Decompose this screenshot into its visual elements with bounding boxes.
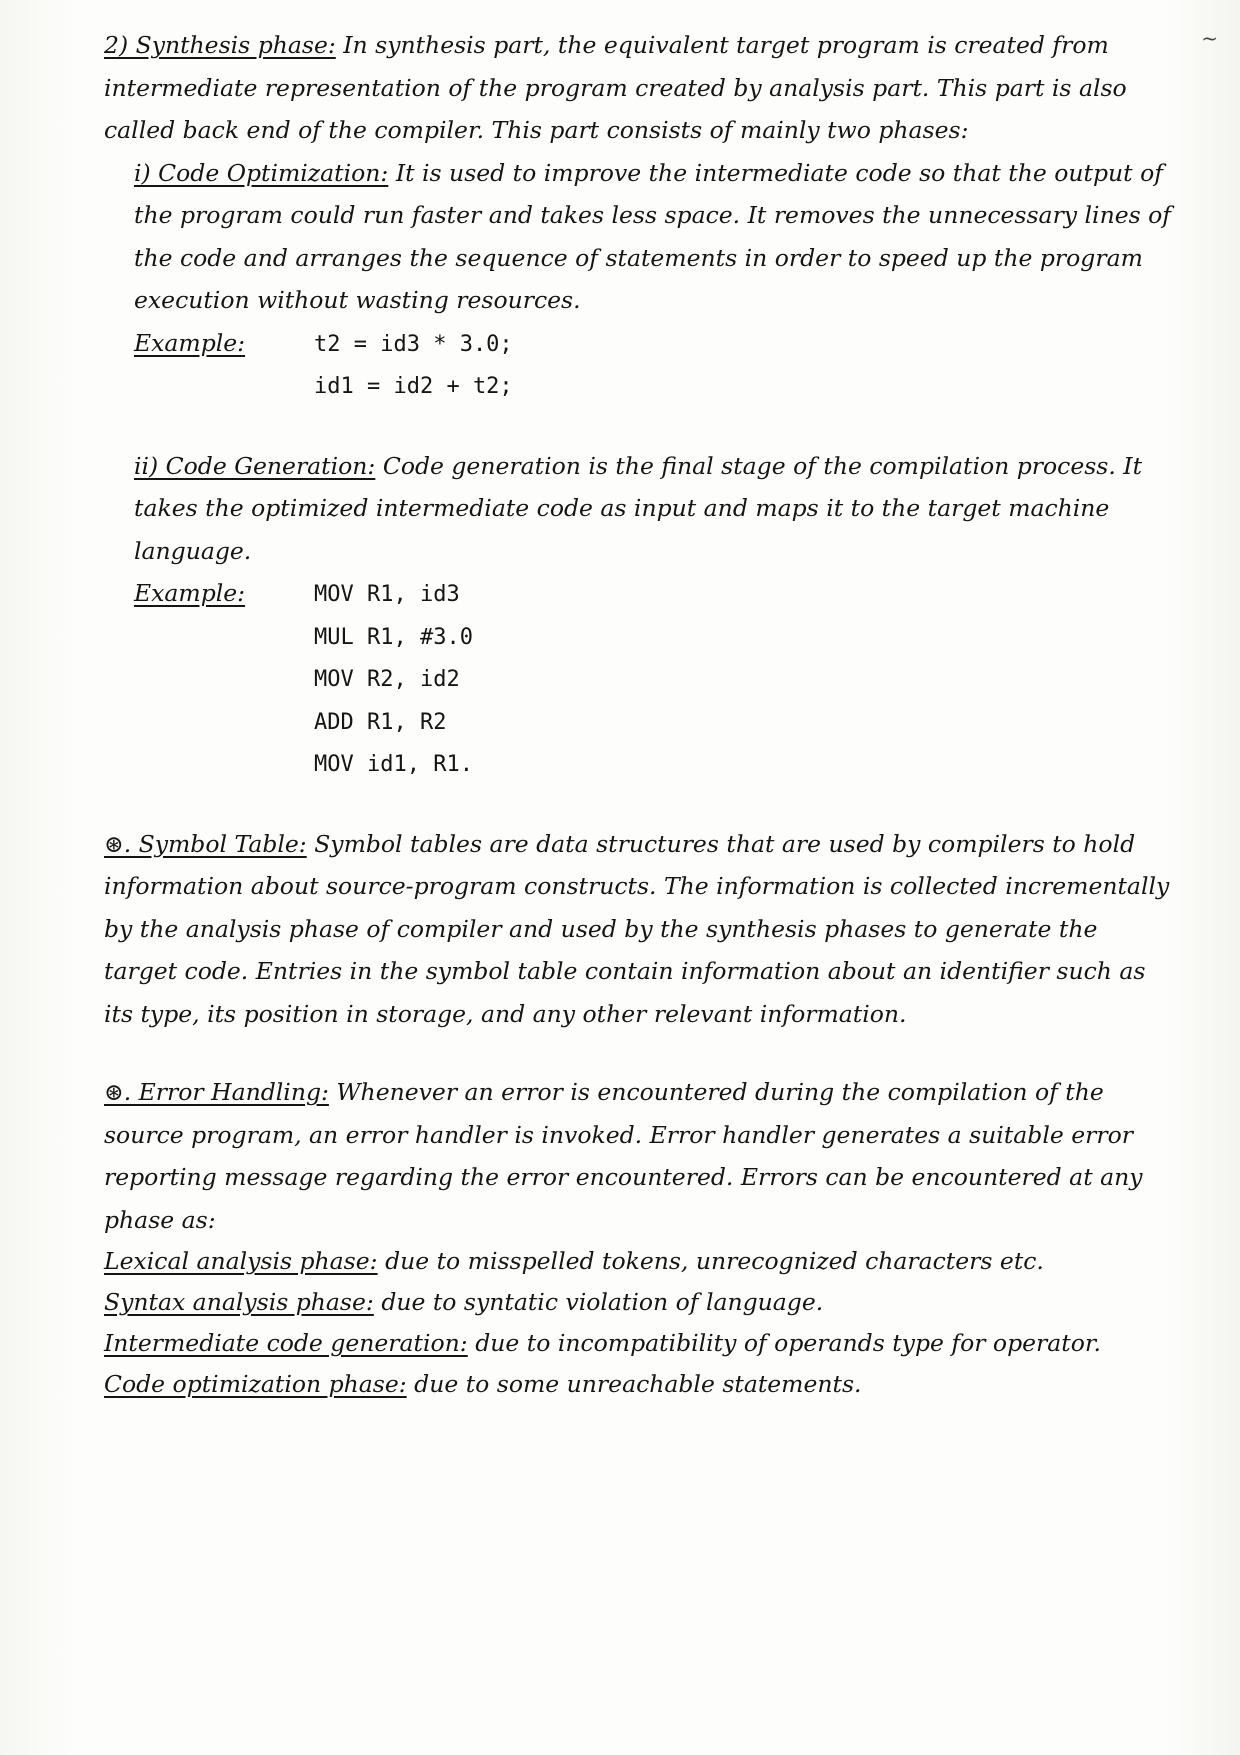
corner-mark: ~ [1201,26,1218,50]
code-optimization-heading: i) Code Optimization: [134,158,389,187]
symbol-table-body: Symbol tables are data structures that are used by compilers to hold information about source-program constructs. The information is collected incrementally by the analysis phase of compiler and used by the synthesis phases to generate the target code. Entries in the symbol table contain information about an identifier such as its type, its position in storage, and any other relevant information. [104,829,1170,1028]
code-optimization-example [104,322,1174,409]
error-handling-heading: ⊛. Error Handling: [104,1078,329,1106]
code-line: MOV R2, id2 [314,667,460,692]
code-optimization-example-label: Example: [134,328,246,357]
error-phase-name: Lexical analysis phase: [104,1247,378,1275]
error-phase-text: due to some unreachable statements. [414,1370,862,1398]
synthesis-paragraph [104,24,1174,152]
synthesis-heading: 2) Synthesis phase: [104,31,336,59]
code-generation-paragraph [104,445,1174,573]
synthesis-body: In synthesis part, the equivalent target program is created from intermediate representation of the program created by analysis part. This part is also called back end of the compiler. This part consists of mainly two phases: [104,31,1127,144]
error-phase-text: due to misspelled tokens, unrecognized characters etc. [385,1247,1044,1275]
error-phase-text: due to incompatibility of operands type for operator. [475,1329,1101,1357]
code-line: MOV R1, id3 [314,582,460,607]
error-phase-name: Syntax analysis phase: [104,1288,374,1316]
error-phase-list [104,1241,1174,1405]
code-line: MOV id1, R1. [314,752,473,777]
code-line: id1 = id2 + t2; [314,374,513,399]
code-generation-heading: ii) Code Generation: [134,451,376,480]
error-handling-paragraph [104,1071,1174,1241]
symbol-table-paragraph [104,823,1174,1036]
symbol-table-heading: ⊛. Symbol Table: [104,829,307,858]
list-item [104,1364,1174,1405]
code-generation-example [104,572,1174,787]
list-item [104,1282,1174,1323]
code-line: ADD R1, R2 [314,709,447,735]
list-item [104,1323,1174,1364]
code-optimization-paragraph [104,152,1174,322]
code-generation-body: Code generation is the final stage of the compilation process. It takes the optimized intermediate code as input and maps it to the target machine language. [134,451,1143,565]
list-item [104,1241,1174,1282]
code-line: t2 = id3 * 3.0; [314,331,513,357]
error-phase-name: Code optimization phase: [104,1370,407,1398]
page-content [104,24,1174,1405]
error-phase-text: due to syntatic violation of language. [381,1288,824,1316]
error-handling-body: Whenever an error is encountered during the compilation of the source program, an error handler is invoked. Error handler generates a suitable error reporting message regarding the error encountered. Errors can be encountered at any phase as: [104,1078,1143,1234]
code-line: MUL R1, #3.0 [314,624,473,650]
error-phase-name: Intermediate code generation: [104,1329,468,1357]
code-optimization-body: It is used to improve the intermediate code so that the output of the program could run faster and takes less space. It removes the unnecessary lines of the code and arranges the sequence of statements in order to speed up the program execution without wasting resources. [134,158,1171,314]
code-generation-example-label: Example: [134,579,246,607]
